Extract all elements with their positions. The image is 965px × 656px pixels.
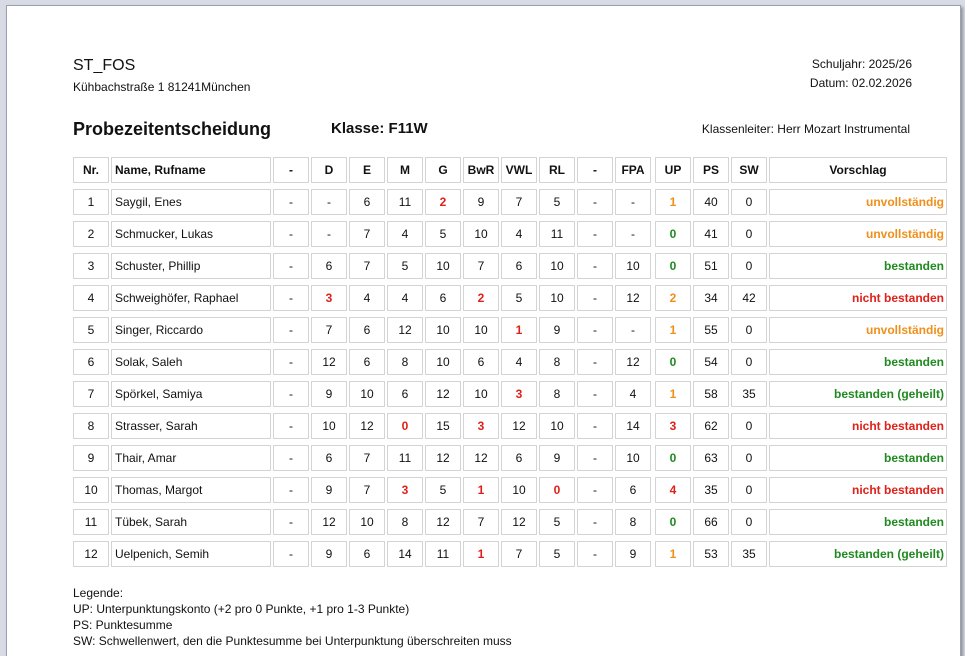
cell-e: 10 [349,381,385,407]
cell-ps: 35 [693,477,729,503]
cell-up: 0 [655,445,691,471]
cell-nr: 9 [73,445,109,471]
cell-e: 10 [349,509,385,535]
cell-sw: 42 [731,285,767,311]
cell-nr: 2 [73,221,109,247]
legend-sw: SW: Schwellenwert, den die Punktesumme bei Unterpunktung überschreiten muss [73,634,512,648]
school-year: Schuljahr: 2025/26 [811,57,912,71]
cell-sw: 0 [731,445,767,471]
class-teacher: Klassenleiter: Herr Mozart Instrumental [701,122,910,136]
cell-rl: 8 [539,349,575,375]
cell-d: 9 [311,477,347,503]
cell-rl: 0 [539,477,575,503]
table-row [73,189,947,215]
class-label: Klasse: F11W [331,120,428,137]
cell-bwr: 10 [463,381,499,407]
cell-vwl: 12 [501,509,537,535]
cell-vwl: 4 [501,349,537,375]
cell-bwr: 10 [463,221,499,247]
cell-vorschlag: nicht bestanden [769,285,947,311]
cell-ps: 63 [693,445,729,471]
column-header-fpa: FPA [615,157,651,183]
cell-g: 15 [425,413,461,439]
cell-vorschlag: unvollständig [769,317,947,343]
cell-g: 5 [425,477,461,503]
cell-name: Schweighöfer, Raphael [111,285,271,311]
cell-rl: 5 [539,189,575,215]
cell-vorschlag: unvollständig [769,189,947,215]
cell-name: Spörkel, Samiya [111,381,271,407]
cell-d: 12 [311,509,347,535]
table-row [73,317,947,343]
cell-e: 7 [349,477,385,503]
column-header-e: E [349,157,385,183]
column-header-m: M [387,157,423,183]
cell-vwl: 7 [501,541,537,567]
column-header-vwl: VWL [501,157,537,183]
cell-c2: - [577,477,613,503]
cell-nr: 5 [73,317,109,343]
cell-c2: - [577,253,613,279]
cell-m: 11 [387,445,423,471]
table-row [73,445,947,471]
cell-vorschlag: bestanden [769,445,947,471]
cell-g: 2 [425,189,461,215]
cell-vorschlag: nicht bestanden [769,477,947,503]
cell-nr: 10 [73,477,109,503]
cell-c1: - [273,317,309,343]
cell-nr: 11 [73,509,109,535]
cell-c2: - [577,349,613,375]
cell-d: - [311,189,347,215]
table-row [73,509,947,535]
column-header-nr: Nr. [73,157,109,183]
legend-up: UP: Unterpunktungskonto (+2 pro 0 Punkte, +1 pro 1-3 Punkte) [73,602,410,616]
column-header-d: D [311,157,347,183]
cell-ps: 41 [693,221,729,247]
cell-c2: - [577,445,613,471]
cell-sw: 0 [731,477,767,503]
cell-rl: 5 [539,541,575,567]
cell-nr: 7 [73,381,109,407]
cell-up: 1 [655,317,691,343]
column-header-c2: - [577,157,613,183]
cell-rl: 11 [539,221,575,247]
cell-rl: 10 [539,285,575,311]
table-header-row [73,157,947,183]
cell-bwr: 6 [463,349,499,375]
cell-vorschlag: bestanden [769,509,947,535]
cell-vwl: 10 [501,477,537,503]
column-header-sw: SW [731,157,767,183]
cell-rl: 9 [539,317,575,343]
cell-name: Thair, Amar [111,445,271,471]
cell-e: 4 [349,285,385,311]
cell-name: Solak, Saleh [111,349,271,375]
cell-g: 11 [425,541,461,567]
cell-name: Tübek, Sarah [111,509,271,535]
cell-sw: 35 [731,381,767,407]
cell-m: 8 [387,349,423,375]
cell-c1: - [273,541,309,567]
cell-c1: - [273,445,309,471]
cell-m: 5 [387,253,423,279]
cell-e: 6 [349,541,385,567]
cell-rl: 10 [539,413,575,439]
legend-title: Legende: [73,586,124,600]
cell-c1: - [273,349,309,375]
cell-sw: 0 [731,189,767,215]
cell-m: 0 [387,413,423,439]
column-header-g: G [425,157,461,183]
cell-d: 10 [311,413,347,439]
cell-d: 3 [311,285,347,311]
cell-c2: - [577,541,613,567]
cell-vwl: 12 [501,413,537,439]
cell-ps: 58 [693,381,729,407]
cell-up: 0 [655,509,691,535]
cell-ps: 34 [693,285,729,311]
cell-c2: - [577,285,613,311]
cell-c1: - [273,253,309,279]
cell-g: 12 [425,509,461,535]
cell-vorschlag: bestanden (geheilt) [769,541,947,567]
cell-ps: 54 [693,349,729,375]
cell-sw: 0 [731,253,767,279]
cell-name: Schuster, Phillip [111,253,271,279]
cell-m: 6 [387,381,423,407]
cell-vwl: 1 [501,317,537,343]
cell-sw: 35 [731,541,767,567]
cell-m: 11 [387,189,423,215]
cell-bwr: 7 [463,253,499,279]
cell-vorschlag: bestanden [769,349,947,375]
cell-fpa: 14 [615,413,651,439]
cell-name: Thomas, Margot [111,477,271,503]
cell-c1: - [273,189,309,215]
cell-ps: 62 [693,413,729,439]
cell-ps: 66 [693,509,729,535]
legend [73,585,512,649]
cell-g: 10 [425,349,461,375]
cell-rl: 9 [539,445,575,471]
cell-sw: 0 [731,413,767,439]
cell-vorschlag: nicht bestanden [769,413,947,439]
cell-c2: - [577,509,613,535]
cell-nr: 8 [73,413,109,439]
cell-g: 6 [425,285,461,311]
cell-d: 9 [311,541,347,567]
cell-c2: - [577,317,613,343]
cell-fpa: 10 [615,445,651,471]
cell-ps: 55 [693,317,729,343]
column-header-name: Name, Rufname [111,157,271,183]
cell-m: 8 [387,509,423,535]
cell-fpa: 12 [615,285,651,311]
cell-up: 0 [655,349,691,375]
cell-name: Strasser, Sarah [111,413,271,439]
cell-fpa: - [615,189,651,215]
cell-name: Saygil, Enes [111,189,271,215]
cell-g: 5 [425,221,461,247]
column-header-ps: PS [693,157,729,183]
cell-d: - [311,221,347,247]
cell-fpa: 12 [615,349,651,375]
school-address: Kühbachstraße 1 81241München [73,80,251,94]
cell-vwl: 6 [501,253,537,279]
cell-c2: - [577,413,613,439]
cell-up: 4 [655,477,691,503]
cell-nr: 3 [73,253,109,279]
cell-up: 0 [655,253,691,279]
column-header-vorschlag: Vorschlag [769,157,947,183]
column-header-up: UP [655,157,691,183]
cell-sw: 0 [731,221,767,247]
cell-name: Uelpenich, Semih [111,541,271,567]
cell-up: 1 [655,189,691,215]
cell-e: 7 [349,253,385,279]
document-date: Datum: 02.02.2026 [809,76,912,90]
cell-e: 6 [349,189,385,215]
cell-ps: 53 [693,541,729,567]
cell-fpa: 8 [615,509,651,535]
cell-e: 12 [349,413,385,439]
cell-sw: 0 [731,349,767,375]
cell-vorschlag: bestanden [769,253,947,279]
cell-bwr: 7 [463,509,499,535]
cell-vwl: 7 [501,189,537,215]
cell-g: 12 [425,381,461,407]
cell-bwr: 1 [463,541,499,567]
cell-c1: - [273,413,309,439]
cell-d: 9 [311,381,347,407]
table-row [73,285,947,311]
table-row [73,253,947,279]
cell-nr: 4 [73,285,109,311]
cell-c1: - [273,509,309,535]
cell-name: Singer, Riccardo [111,317,271,343]
cell-up: 1 [655,381,691,407]
cell-sw: 0 [731,317,767,343]
cell-vwl: 6 [501,445,537,471]
cell-rl: 8 [539,381,575,407]
cell-c1: - [273,477,309,503]
cell-name: Schmucker, Lukas [111,221,271,247]
cell-vwl: 4 [501,221,537,247]
cell-d: 12 [311,349,347,375]
cell-e: 6 [349,317,385,343]
table-row [73,349,947,375]
page-title: Probezeitentscheidung [73,119,272,139]
cell-ps: 40 [693,189,729,215]
cell-d: 6 [311,445,347,471]
cell-bwr: 12 [463,445,499,471]
decision-table [71,151,949,573]
cell-fpa: - [615,221,651,247]
cell-sw: 0 [731,509,767,535]
cell-bwr: 2 [463,285,499,311]
column-header-rl: RL [539,157,575,183]
cell-nr: 6 [73,349,109,375]
cell-c1: - [273,381,309,407]
cell-m: 14 [387,541,423,567]
cell-e: 7 [349,445,385,471]
cell-up: 2 [655,285,691,311]
document-page [6,5,961,656]
cell-vwl: 5 [501,285,537,311]
cell-g: 12 [425,445,461,471]
cell-fpa: 4 [615,381,651,407]
table-row [73,413,947,439]
cell-up: 1 [655,541,691,567]
cell-g: 10 [425,253,461,279]
cell-e: 7 [349,221,385,247]
cell-vwl: 3 [501,381,537,407]
cell-m: 4 [387,285,423,311]
cell-c2: - [577,189,613,215]
cell-up: 0 [655,221,691,247]
cell-c1: - [273,285,309,311]
table-row [73,381,947,407]
cell-rl: 10 [539,253,575,279]
cell-nr: 1 [73,189,109,215]
cell-g: 10 [425,317,461,343]
cell-ps: 51 [693,253,729,279]
cell-c1: - [273,221,309,247]
cell-up: 3 [655,413,691,439]
column-header-bwr: BwR [463,157,499,183]
cell-bwr: 1 [463,477,499,503]
legend-ps: PS: Punktesumme [73,618,173,632]
cell-fpa: - [615,317,651,343]
cell-vorschlag: bestanden (geheilt) [769,381,947,407]
cell-nr: 12 [73,541,109,567]
cell-fpa: 6 [615,477,651,503]
cell-vorschlag: unvollständig [769,221,947,247]
cell-e: 6 [349,349,385,375]
cell-bwr: 9 [463,189,499,215]
cell-m: 3 [387,477,423,503]
cell-c2: - [577,221,613,247]
cell-fpa: 9 [615,541,651,567]
cell-m: 12 [387,317,423,343]
cell-fpa: 10 [615,253,651,279]
school-name: ST_FOS [73,57,136,74]
cell-d: 6 [311,253,347,279]
table-row [73,221,947,247]
cell-rl: 5 [539,509,575,535]
cell-bwr: 10 [463,317,499,343]
cell-c2: - [577,381,613,407]
column-header-c1: - [273,157,309,183]
cell-d: 7 [311,317,347,343]
table-row [73,541,947,567]
cell-bwr: 3 [463,413,499,439]
cell-m: 4 [387,221,423,247]
table-row [73,477,947,503]
table-body [73,189,947,567]
